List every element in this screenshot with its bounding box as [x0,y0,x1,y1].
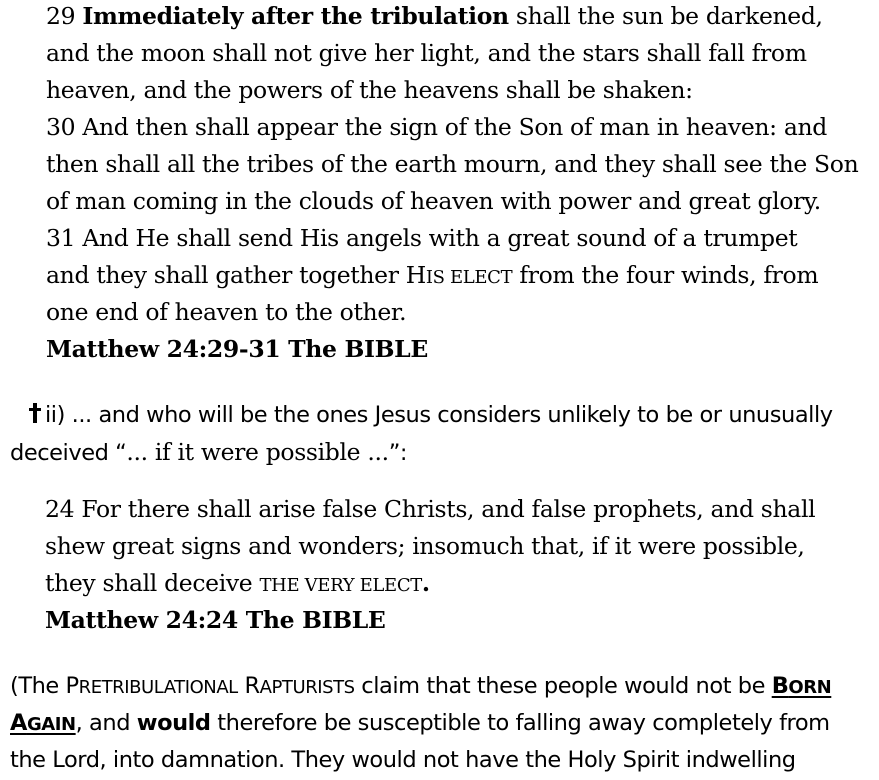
small-caps-text: THE VERY ELECT [259,575,422,596]
verse-line: shew great signs and wonders; insomuch that, if it were possible, [45,532,805,560]
commentary-text: claim that these people would not be [354,673,772,699]
heading-text: deceived “ [10,440,127,466]
verse-line: then shall all the tribes of the earth mourn, and they shall see the Son [46,150,859,178]
verse-line [45,565,430,604]
born-again-term [10,710,76,736]
verse-text: . [421,569,430,597]
verse-30-line: 30 And then shall appear the sign of the Son of man in heaven: and [46,113,827,141]
commentary-line [10,705,830,743]
heading-text: ”: [388,440,408,466]
small-caps-text: GAIN [26,714,76,735]
verse-line: of man coming in the clouds of heaven with power and great glory. [46,187,821,215]
commentary-text: (The [10,673,66,699]
emphasized-text: Immediately after the tribulation [82,2,509,30]
verse-text: they shall deceive [45,569,260,597]
verse-24-line: 24 For there shall arise false Christs, and false prophets, and shall [45,495,816,523]
small-caps-initial: P [65,673,79,699]
small-caps-text: IS ELECT [425,267,513,288]
verse-text: from the four winds, from [512,261,819,289]
commentary-line [10,668,831,706]
verse-line [46,257,818,296]
verse-line: and the moon shall not give her light, and the stars shall fall from [46,39,807,67]
verse-line: heaven, and the powers of the heavens shall be shaken: [46,76,693,104]
verse-29-line [46,0,823,35]
verse-number: 29 [46,2,76,30]
small-caps-initial: H [405,261,426,289]
section-ii-line [10,434,407,472]
cross-icon [29,403,41,423]
verse-31-line: 31 And He shall send His angels with a great sound of a trumpet [46,224,798,252]
small-caps-text: APTURISTS [259,677,355,698]
quoted-phrase: ... if it were possible ... [126,438,389,466]
born-again-term [772,673,832,699]
commentary-text: therefore be susceptible to falling away completely from [210,710,830,736]
section-ii-heading [27,397,833,434]
verse-line: one end of heaven to the other. [46,298,407,326]
verse-text: and they shall gather together [46,261,406,289]
emphasized-text: would [136,710,211,736]
small-caps-text: RETRIBULATIONAL [78,677,238,698]
heading-text: ii) ... and who will be the ones Jesus considers unlikely to be or unusually [45,402,833,428]
small-caps-initial: B [771,673,789,699]
citation: Matthew 24:24 The BIBLE [45,606,386,634]
citation: Matthew 24:29-31 The BIBLE [46,335,428,363]
small-caps-initial: A [10,710,27,736]
commentary-line: the Lord, into damnation. They would not have the Holy Spirit indwelling [10,747,796,773]
verse-text: shall the sun be darkened, [515,2,823,30]
small-caps-initial: R [244,673,260,699]
commentary-text: , and [75,710,137,736]
small-caps-text: ORN [788,677,832,698]
